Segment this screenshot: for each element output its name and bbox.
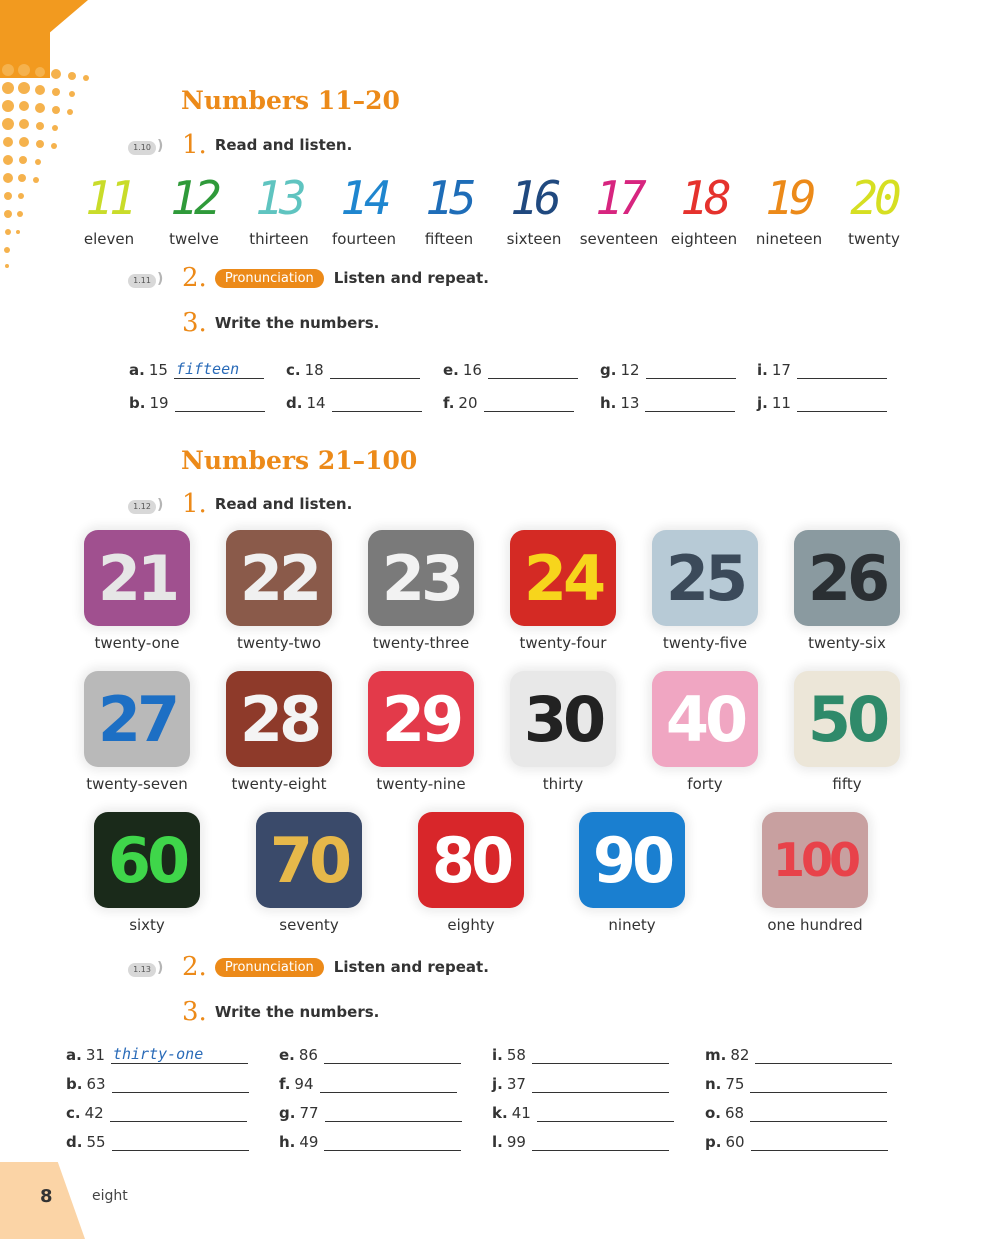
number-word: twenty-six bbox=[808, 634, 886, 652]
number-word: ninety bbox=[608, 916, 656, 934]
write-item bbox=[705, 1074, 887, 1093]
tile-number: 80 bbox=[431, 823, 511, 897]
answer-field[interactable] bbox=[750, 1074, 887, 1093]
item-letter: f. bbox=[279, 1075, 291, 1093]
write-item bbox=[286, 360, 420, 379]
number-photo bbox=[579, 812, 685, 908]
number-word: twenty-nine bbox=[376, 775, 466, 793]
digital-number: 17 bbox=[595, 171, 643, 225]
digital-number: 19 bbox=[765, 171, 813, 225]
exercise-number: 3. bbox=[182, 308, 207, 338]
item-letter: j. bbox=[757, 394, 768, 412]
number-photo bbox=[226, 671, 332, 767]
item-number: 77 bbox=[299, 1104, 319, 1122]
number-tile-25 bbox=[630, 530, 780, 652]
number-tile-23 bbox=[346, 530, 496, 652]
item-number: 15 bbox=[148, 361, 168, 379]
number-word: fourteen bbox=[332, 230, 396, 248]
digital-number: 13 bbox=[255, 171, 303, 225]
number-tile-24 bbox=[488, 530, 638, 652]
number-photo bbox=[510, 530, 616, 626]
tile-number: 22 bbox=[239, 541, 319, 615]
exercise-instruction: Listen and repeat. bbox=[333, 269, 489, 287]
write-item bbox=[279, 1103, 462, 1122]
item-number: 13 bbox=[620, 394, 640, 412]
write-item bbox=[66, 1045, 248, 1064]
write-item bbox=[600, 360, 736, 379]
page-number-word: eight bbox=[92, 1188, 128, 1204]
number-card-18 bbox=[662, 172, 746, 248]
tile-number: 27 bbox=[97, 682, 177, 756]
number-word: twenty-seven bbox=[86, 775, 188, 793]
number-photo bbox=[762, 812, 868, 908]
answer-field[interactable] bbox=[751, 1132, 888, 1151]
number-word: twenty-two bbox=[236, 634, 322, 652]
tile-number: 70 bbox=[269, 823, 349, 897]
item-number: 42 bbox=[84, 1104, 104, 1122]
number-word: twenty-one bbox=[94, 634, 180, 652]
write-item bbox=[66, 1132, 249, 1151]
number-word: fifteen bbox=[424, 230, 474, 248]
number-word: forty bbox=[687, 775, 723, 793]
digital-number: 20 bbox=[850, 171, 898, 225]
digital-number: 14 bbox=[340, 171, 388, 225]
number-tile-29 bbox=[346, 671, 496, 793]
number-card-20 bbox=[832, 172, 916, 248]
number-card-19 bbox=[747, 172, 831, 248]
number-photo bbox=[368, 530, 474, 626]
item-letter: g. bbox=[279, 1104, 296, 1122]
item-letter: i. bbox=[757, 361, 768, 379]
answer-field[interactable] bbox=[110, 1103, 247, 1122]
tile-number: 90 bbox=[592, 823, 672, 897]
write-item bbox=[705, 1045, 892, 1064]
answer-field[interactable] bbox=[112, 1132, 249, 1151]
number-word: eighteen bbox=[670, 230, 738, 248]
exercise-3-heading bbox=[182, 997, 379, 1027]
number-card-16 bbox=[492, 172, 576, 248]
item-number: 17 bbox=[771, 361, 791, 379]
number-tile-26 bbox=[772, 530, 922, 652]
item-letter: m. bbox=[705, 1046, 727, 1064]
page-number: 8 bbox=[40, 1186, 53, 1207]
answer-field[interactable] bbox=[484, 393, 574, 412]
item-letter: n. bbox=[705, 1075, 722, 1093]
number-tile-22 bbox=[204, 530, 354, 652]
item-number: 11 bbox=[771, 394, 791, 412]
item-number: 16 bbox=[462, 361, 482, 379]
number-tile-28 bbox=[204, 671, 354, 793]
tile-number: 26 bbox=[807, 541, 887, 615]
write-item bbox=[443, 393, 574, 412]
item-number: 99 bbox=[506, 1133, 526, 1151]
number-card-15 bbox=[407, 172, 491, 248]
number-word: twenty-eight bbox=[231, 775, 327, 793]
number-tile-80 bbox=[396, 812, 546, 934]
item-letter: a. bbox=[129, 361, 145, 379]
number-photo bbox=[94, 812, 200, 908]
sound-waves-icon: ))) bbox=[157, 960, 159, 976]
number-word: twenty bbox=[848, 230, 900, 248]
answer-field[interactable] bbox=[532, 1132, 669, 1151]
exercise-number: 1. bbox=[182, 489, 207, 519]
number-photo bbox=[418, 812, 524, 908]
item-number: 63 bbox=[86, 1075, 106, 1093]
exercise-number: 1. bbox=[182, 130, 207, 160]
item-letter: o. bbox=[705, 1104, 722, 1122]
audio-track-label: 1.10 bbox=[128, 141, 156, 155]
answer-field[interactable] bbox=[324, 1045, 461, 1064]
item-number: 58 bbox=[506, 1046, 526, 1064]
write-item bbox=[286, 393, 422, 412]
audio-track-button[interactable] bbox=[128, 271, 172, 293]
number-word: twenty-four bbox=[519, 634, 607, 652]
exercise-instruction: Write the numbers. bbox=[214, 1003, 380, 1021]
exercise-instruction: Read and listen. bbox=[214, 495, 353, 513]
answer-field[interactable] bbox=[320, 1074, 457, 1093]
answer-field[interactable] bbox=[175, 393, 265, 412]
answer-field[interactable] bbox=[532, 1074, 669, 1093]
exercise-2-heading bbox=[182, 263, 489, 293]
tile-number: 28 bbox=[239, 682, 319, 756]
answer-field[interactable] bbox=[797, 393, 887, 412]
number-word: seventeen bbox=[579, 230, 659, 248]
number-tile-50 bbox=[772, 671, 922, 793]
item-letter: e. bbox=[279, 1046, 295, 1064]
number-word: twelve bbox=[169, 230, 219, 248]
digital-number: 11 bbox=[85, 171, 133, 225]
item-letter: b. bbox=[66, 1075, 83, 1093]
item-number: 68 bbox=[725, 1104, 745, 1122]
exercise-number: 2. bbox=[182, 263, 207, 293]
item-number: 75 bbox=[725, 1075, 745, 1093]
tile-number: 21 bbox=[97, 541, 177, 615]
digital-number: 16 bbox=[510, 171, 558, 225]
write-item bbox=[757, 393, 887, 412]
number-word: eighty bbox=[447, 916, 495, 934]
item-number: 94 bbox=[294, 1075, 314, 1093]
answer-field[interactable] bbox=[755, 1045, 892, 1064]
item-number: 41 bbox=[511, 1104, 531, 1122]
write-item bbox=[279, 1074, 457, 1093]
number-card-13 bbox=[237, 172, 321, 248]
answer-field[interactable] bbox=[645, 393, 735, 412]
sound-waves-icon: ))) bbox=[157, 271, 159, 287]
write-item bbox=[492, 1103, 674, 1122]
item-letter: h. bbox=[600, 394, 617, 412]
item-number: 14 bbox=[306, 394, 326, 412]
write-item bbox=[705, 1103, 887, 1122]
write-item bbox=[492, 1074, 669, 1093]
number-tile-40 bbox=[630, 671, 780, 793]
digital-number: 12 bbox=[170, 171, 218, 225]
number-card-14 bbox=[322, 172, 406, 248]
item-letter: i. bbox=[492, 1046, 503, 1064]
exercise-1-heading bbox=[182, 130, 352, 160]
item-number: 18 bbox=[304, 361, 324, 379]
number-photo bbox=[652, 671, 758, 767]
digital-number: 18 bbox=[680, 171, 728, 225]
number-card-12 bbox=[152, 172, 236, 248]
item-letter: h. bbox=[279, 1133, 296, 1151]
item-number: 86 bbox=[298, 1046, 318, 1064]
item-letter: b. bbox=[129, 394, 146, 412]
write-item bbox=[129, 360, 264, 379]
number-word: twenty-three bbox=[372, 634, 470, 652]
tile-number: 25 bbox=[665, 541, 745, 615]
item-letter: f. bbox=[443, 394, 455, 412]
tile-number: 40 bbox=[665, 682, 745, 756]
write-item bbox=[129, 393, 265, 412]
tile-number: 24 bbox=[523, 541, 603, 615]
number-word: twenty-five bbox=[662, 634, 748, 652]
item-letter: d. bbox=[286, 394, 303, 412]
number-photo bbox=[510, 671, 616, 767]
answer-field[interactable] bbox=[646, 360, 736, 379]
write-item bbox=[492, 1045, 669, 1064]
item-letter: e. bbox=[443, 361, 459, 379]
write-item bbox=[279, 1132, 461, 1151]
write-item bbox=[279, 1045, 461, 1064]
item-letter: l. bbox=[492, 1133, 503, 1151]
answer-field[interactable] bbox=[488, 360, 578, 379]
number-tile-70 bbox=[234, 812, 384, 934]
item-letter: c. bbox=[66, 1104, 81, 1122]
exercise-instruction: Read and listen. bbox=[214, 136, 353, 154]
item-number: 12 bbox=[620, 361, 640, 379]
digital-number: 15 bbox=[425, 171, 473, 225]
item-letter: a. bbox=[66, 1046, 82, 1064]
audio-track-button[interactable] bbox=[128, 497, 172, 519]
number-card-11 bbox=[67, 172, 151, 248]
exercise-2-heading bbox=[182, 952, 489, 982]
write-item bbox=[705, 1132, 888, 1151]
sound-waves-icon: ))) bbox=[157, 138, 159, 154]
number-photo bbox=[226, 530, 332, 626]
pronunciation-badge: Pronunciation bbox=[215, 269, 324, 288]
pronunciation-badge: Pronunciation bbox=[215, 958, 324, 977]
exercise-1-heading bbox=[182, 489, 352, 519]
exercise-instruction: Listen and repeat. bbox=[333, 958, 489, 976]
item-number: 60 bbox=[725, 1133, 745, 1151]
write-item bbox=[443, 360, 578, 379]
number-photo bbox=[84, 671, 190, 767]
item-number: 55 bbox=[86, 1133, 106, 1151]
tile-number: 29 bbox=[381, 682, 461, 756]
number-word: fifty bbox=[832, 775, 862, 793]
answer-field[interactable] bbox=[797, 360, 887, 379]
number-word: one hundred bbox=[767, 916, 863, 934]
exercise-number: 2. bbox=[182, 952, 207, 982]
number-word: sixty bbox=[129, 916, 165, 934]
answer-field[interactable] bbox=[324, 1132, 461, 1151]
number-photo bbox=[368, 671, 474, 767]
number-word: nineteen bbox=[755, 230, 823, 248]
answer-field[interactable] bbox=[750, 1103, 887, 1122]
number-word: thirteen bbox=[249, 230, 309, 248]
answer-field[interactable] bbox=[332, 393, 422, 412]
number-word: sixteen bbox=[506, 230, 562, 248]
number-tile-27 bbox=[62, 671, 212, 793]
number-word: seventy bbox=[279, 916, 339, 934]
audio-track-label: 1.11 bbox=[128, 274, 156, 288]
write-item bbox=[757, 360, 887, 379]
audio-track-button[interactable] bbox=[128, 138, 172, 160]
item-letter: d. bbox=[66, 1133, 83, 1151]
number-photo bbox=[256, 812, 362, 908]
item-letter: k. bbox=[492, 1104, 508, 1122]
item-number: 37 bbox=[506, 1075, 526, 1093]
number-photo bbox=[652, 530, 758, 626]
number-tile-60 bbox=[72, 812, 222, 934]
item-letter: c. bbox=[286, 361, 301, 379]
item-number: 82 bbox=[730, 1046, 750, 1064]
tile-number: 50 bbox=[807, 682, 887, 756]
number-photo bbox=[84, 530, 190, 626]
section-title-11-20: Numbers 11–20 bbox=[181, 86, 400, 115]
item-letter: g. bbox=[600, 361, 617, 379]
exercise-number: 3. bbox=[182, 997, 207, 1027]
answer-field[interactable] bbox=[532, 1045, 669, 1064]
item-letter: p. bbox=[705, 1133, 722, 1151]
number-tile-90 bbox=[557, 812, 707, 934]
tile-number: 30 bbox=[523, 682, 603, 756]
answer-field[interactable]: fifteen bbox=[174, 360, 264, 379]
number-card-17 bbox=[577, 172, 661, 248]
item-number: 19 bbox=[149, 394, 169, 412]
item-number: 31 bbox=[85, 1046, 105, 1064]
number-word: eleven bbox=[83, 230, 135, 248]
audio-track-label: 1.12 bbox=[128, 500, 156, 514]
tile-number: 60 bbox=[107, 823, 187, 897]
number-photo bbox=[794, 530, 900, 626]
number-photo bbox=[794, 671, 900, 767]
item-number: 20 bbox=[458, 394, 478, 412]
item-letter: j. bbox=[492, 1075, 503, 1093]
exercise-3-heading bbox=[182, 308, 379, 338]
number-tile-100 bbox=[740, 812, 890, 934]
answer-field[interactable] bbox=[112, 1074, 249, 1093]
tile-number: 23 bbox=[381, 541, 461, 615]
section-title-21-100: Numbers 21–100 bbox=[181, 446, 418, 475]
tile-number: 100 bbox=[772, 833, 858, 887]
number-word: thirty bbox=[542, 775, 584, 793]
number-tile-21 bbox=[62, 530, 212, 652]
audio-track-button[interactable] bbox=[128, 960, 172, 982]
exercise-instruction: Write the numbers. bbox=[214, 314, 380, 332]
number-tile-30 bbox=[488, 671, 638, 793]
write-item bbox=[492, 1132, 669, 1151]
sound-waves-icon: ))) bbox=[157, 497, 159, 513]
write-item bbox=[66, 1103, 247, 1122]
answer-field[interactable]: thirty-one bbox=[111, 1045, 248, 1064]
answer-field[interactable] bbox=[330, 360, 420, 379]
write-item bbox=[600, 393, 735, 412]
write-item bbox=[66, 1074, 249, 1093]
audio-track-label: 1.13 bbox=[128, 963, 156, 977]
answer-field[interactable] bbox=[325, 1103, 462, 1122]
answer-field[interactable] bbox=[537, 1103, 674, 1122]
item-number: 49 bbox=[299, 1133, 319, 1151]
